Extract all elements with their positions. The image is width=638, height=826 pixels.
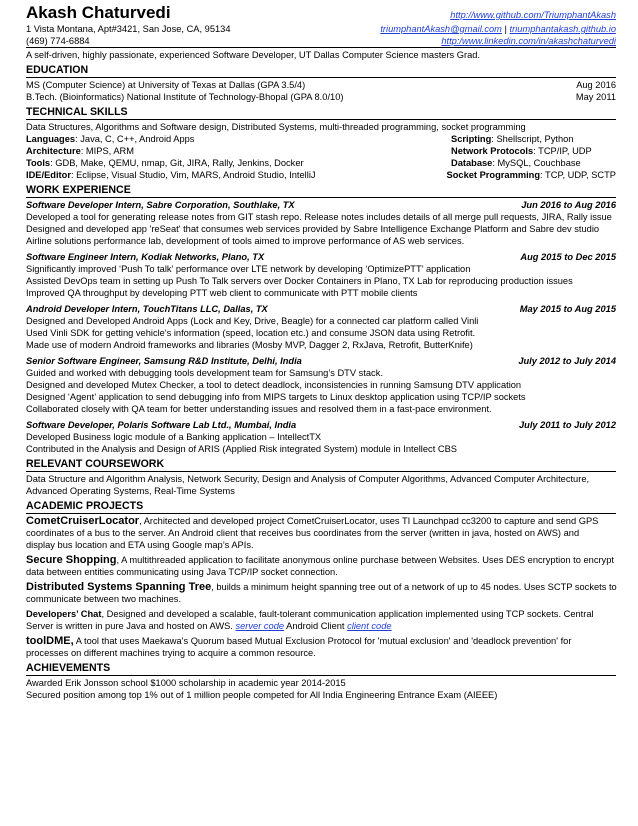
- header-row-2: [26, 23, 616, 35]
- work-title: WORK EXPERIENCE: [26, 184, 616, 198]
- skill-value: : Java, C, C++, Android Apps: [75, 134, 195, 144]
- coursework-title: RELEVANT COURSEWORK: [26, 458, 616, 472]
- job-date: Aug 2015 to Dec 2015: [520, 252, 616, 262]
- job-date: Jun 2016 to Aug 2016: [521, 200, 616, 210]
- project-desc: A tool that uses Maekawa's Quorum based Mutual Exclusion Protocol for 'mutual exclusion' and 'deadlock prevention' for: [73, 636, 572, 646]
- job-date: July 2012 to July 2014: [518, 356, 616, 366]
- skills-row: [26, 157, 616, 169]
- contact-separator: |: [504, 24, 507, 34]
- contact-links: [380, 23, 616, 35]
- job-detail: Developed a tool for generating release notes from GIT stash repo. Release notes includes details of all merge pull requests, JIRA, Rally issue: [26, 212, 612, 222]
- skill-label: Architecture: [26, 146, 81, 156]
- job-heading: [26, 251, 616, 263]
- project-name: CometCruiserLocator: [26, 515, 140, 527]
- education-date: May 2011: [575, 92, 616, 102]
- project-name: Secure Shopping: [26, 554, 117, 566]
- job-date: May 2015 to Aug 2015: [519, 304, 616, 314]
- project-item: [26, 635, 616, 659]
- github-link[interactable]: http://www.github.com/TriumphantAkash: [450, 10, 616, 20]
- skill-label: IDE/Editor: [26, 170, 71, 180]
- job-detail: Airline solutions performance lab, development of tools aimed to improve performance of AS web services.: [26, 236, 465, 246]
- phone: (469) 774-6884: [26, 36, 90, 46]
- job-heading: [26, 355, 616, 367]
- work-list: [26, 199, 616, 455]
- job-detail: Significantly improved ‘Push To talk’ performance over LTE network by developing ‘OptimizePTT’ application: [26, 264, 471, 274]
- project-desc: processes on different machines trying to acquire a common resource.: [26, 648, 316, 658]
- website-link[interactable]: triumphantakash.github.io: [509, 24, 616, 34]
- skill-label: Database: [451, 158, 493, 168]
- project-item: [26, 608, 616, 632]
- job-role: Android Developer Intern, TouchTitans LLC, Dallas, TX: [26, 304, 268, 314]
- project-desc: Server is written in pure Java and hosted on AWS.: [26, 621, 236, 631]
- project-item: [26, 581, 616, 605]
- skills-intro: Data Structures, Algorithms and Software design, Distributed Systems, multi-threaded programming, socket programming: [26, 122, 526, 132]
- job-heading: [26, 303, 616, 315]
- job-detail: Assisted DevOps team in setting up Push To Talk servers over Docker Containers in Plano, TX Lab for reproducing production issues: [26, 276, 573, 286]
- project-desc: data between entities communicating using Java TCP/IP socket connection.: [26, 567, 338, 577]
- candidate-name: Akash Chaturvedi: [26, 3, 171, 22]
- job-role: Software Developer, Polaris Software Lab Ltd., Mumbai, India: [26, 420, 297, 430]
- job-detail: Collaborated closely with QA team for better understanding issues and resolved them in a fast-pace environment.: [26, 404, 492, 414]
- project-desc: , A multithreaded application to facilitate anonymous online purchase between Websites. Uses DES encryption to encrypt: [116, 555, 614, 565]
- job-detail: Guided and worked with debugging tools development team for Samsung’s DTV stack.: [26, 368, 383, 378]
- skill-label: Scripting: [451, 134, 492, 144]
- project-name: Developers’ Chat: [26, 609, 102, 619]
- skills-row: [26, 145, 616, 157]
- job-detail: Improved QA throughput by developing PTT web client to communicate with PTT mobile clients: [26, 288, 418, 298]
- skill-value: : GDB, Make, QEMU, nmap, Git, JIRA, Rally, Jenkins, Docker: [50, 158, 304, 168]
- project-desc: , Designed and developed a scalable, fault-tolerant communication application implemented using TCP sockets. Central: [101, 609, 594, 619]
- skill-value: : MIPS, ARM: [80, 146, 134, 156]
- job-detail: Used Vinli SDK for getting vehicle's information (speed, location etc.) and consume JSON data using Retrofit.: [26, 328, 476, 338]
- skill-label: Network Protocols: [451, 146, 534, 156]
- coursework-line: Data Structure and Algorithm Analysis, Network Security, Design and Analysis of Computer Algorithms, Advanced Computer Architecture,: [26, 474, 590, 484]
- skill-label: Socket Programming: [446, 170, 541, 180]
- coursework-line: Advanced Operating Systems, Real-Time Systems: [26, 486, 235, 496]
- education-title: EDUCATION: [26, 64, 616, 78]
- job-detail: Designed and Developed Android Apps (Lock and Key, Drive, Beagle) for a connected car platform called Vinli: [26, 316, 479, 326]
- achievement-item: Secured position among top 1% out of 1 million people competed for All India Engineering Entrance Exam (AIEEE): [26, 690, 498, 700]
- project-desc: communicate between two machines.: [26, 594, 182, 604]
- education-date: Aug 2016: [576, 80, 616, 90]
- job-heading: [26, 199, 616, 211]
- job-role: Software Engineer Intern, Kodiak Networks, Plano, TX: [26, 252, 265, 262]
- education-degree: B.Tech. (Bioinformatics) National Institute of Technology-Bhopal (GPA 8.0/10): [26, 92, 344, 102]
- job-detail: Designed ‘Agent’ application to send debugging info from MIPS targets to Linux desktop application using TCP/IP sockets: [26, 392, 526, 402]
- job-role: Software Developer Intern, Sabre Corporation, Southlake, TX: [26, 200, 295, 210]
- skill-label: Languages: [26, 134, 76, 144]
- skills-title: TECHNICAL SKILLS: [26, 106, 616, 120]
- achievements-title: ACHIEVEMENTS: [26, 662, 616, 676]
- project-name: Distributed Systems Spanning Tree: [26, 581, 212, 593]
- project-desc: , Architected and developed project CometCruiserLocator, uses TI Launchpad cc3200 to capture and send GPS: [139, 516, 599, 526]
- skill-value: : Eclipse, Visual Studio, Vim, MARS, Android Studio, IntelliJ: [70, 170, 316, 180]
- job-heading: [26, 419, 616, 431]
- achievement-item: Awarded Erik Jonsson school $1000 scholarship in academic year 2014-2015: [26, 678, 346, 688]
- education-item: [26, 91, 616, 103]
- project-name: toolDME,: [26, 635, 74, 647]
- job-detail: Developed Business logic module of a Banking application – IntellectTX: [26, 432, 322, 442]
- skill-value: : Shellscript, Python: [491, 134, 574, 144]
- education-item: [26, 79, 616, 91]
- job-detail: Made use of modern Android frameworks and libraries (Mosby MVP, Dagger 2, RxJava, Retrofit, ButterKnife): [26, 340, 473, 350]
- skill-value: : TCP/IP, UDP: [533, 146, 592, 156]
- skill-label: Tools: [26, 158, 51, 168]
- project-desc: coordinates of a bus to the server. An Android client that receives bus coordinates from the server (written in java, hosted on AWS) and: [26, 528, 580, 538]
- job-date: July 2011 to July 2012: [519, 420, 616, 430]
- skills-row: [26, 133, 616, 145]
- header-row-1: [26, 3, 616, 23]
- server-code-link[interactable]: server code: [235, 621, 285, 631]
- job-detail: Designed and developed app 'reSeat' that consumes web services provided by Sabre Intelligence Exchange Platform and Sabre dev studio: [26, 224, 600, 234]
- skill-value: : MySQL, Couchbase: [492, 158, 581, 168]
- project-item: [26, 554, 616, 578]
- job-detail: Contributed in the Analysis and Design of ARIS (Applied Risk integrated System) module in Intellect CBS: [26, 444, 457, 454]
- education-degree: MS (Computer Science) at University of Texas at Dallas (GPA 3.5/4): [26, 80, 306, 90]
- project-desc: display bus location and ETA using Google map’s APIs.: [26, 540, 254, 550]
- projects-title: ACADEMIC PROJECTS: [26, 500, 616, 514]
- summary: A self-driven, highly passionate, experienced Software Developer, UT Dallas Computer Science masters Grad.: [26, 47, 616, 61]
- skills-row: [26, 169, 616, 181]
- job-detail: Designed and developed Mutex Checker, a tool to detect deadlock, inconsistencies in running Samsung DTV application: [26, 380, 522, 390]
- email-link[interactable]: triumphantAkash@gmail.com: [380, 24, 502, 34]
- project-desc: , builds a minimum height spanning tree out of a network of up to 45 nodes. Uses SCTP sockets to: [211, 582, 617, 592]
- linkedin-link[interactable]: http:/www.linkedin.com/in/akashchaturvedi: [441, 36, 616, 46]
- job-role: Senior Software Engineer, Samsung R&D Institute, Delhi, India: [26, 356, 302, 366]
- address: 1 Vista Montana, Apt#3421, San Jose, CA, 95134: [26, 24, 231, 34]
- client-code-link[interactable]: client code: [347, 621, 392, 631]
- skill-value: : TCP, UDP, SCTP: [540, 170, 616, 180]
- project-item: [26, 515, 616, 551]
- header-row-3: [26, 35, 616, 47]
- project-desc: Android Client: [284, 621, 348, 631]
